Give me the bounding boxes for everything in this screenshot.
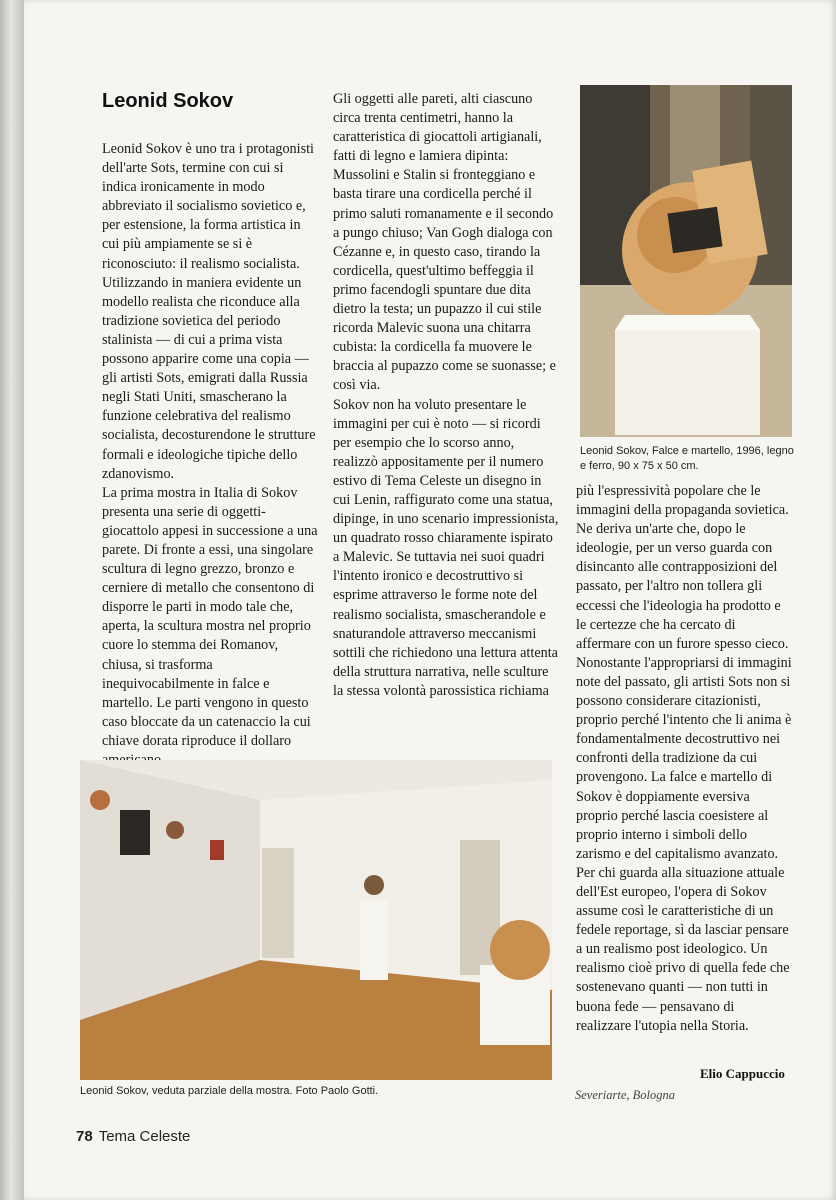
article-title: Leonid Sokov [102, 90, 234, 112]
page-number: 78 [76, 1128, 93, 1145]
gallery-credit: Severiarte, Bologna [575, 1088, 675, 1102]
page-footer [76, 1128, 190, 1145]
author-signature: Elio Cappuccio [700, 1066, 785, 1081]
sculpture-caption: Leonid Sokov, Falce e martello, 1996, legno e ferro, 90 x 75 x 50 cm. [580, 445, 794, 472]
sculpture-photo-drawing [580, 85, 792, 437]
binding-edge [0, 0, 24, 1200]
text-column-2 [333, 90, 561, 701]
text-column-3 [576, 482, 792, 1036]
paragraph: Gli oggetti alle pareti, alti ciascuno circa trenta centimetri, hanno la caratteristica di giocattoli artigianali, fatti di legno e lamiera dipinta: Mussolini e Stalin si fronteggiano e basta tirare una cordicella perché il primo saluti romanamente e il secondo a pungo chiuso; Van Gogh dialoga con Cézanne e, in questo caso, tirando la cordicella, quest'ultimo beffeggia il primo facendogli spuntare due dita dietro la testa; un pupazzo il cui stile ricorda Malevic suona una chitarra cubista: la cordicella fa muovere le braccia al pupazzo come se suonasse; e così via. [333, 91, 556, 394]
magazine-name: Tema Celeste [98, 1128, 191, 1145]
paragraph: Sokov non ha voluto presentare le immagini per cui è noto — si ricordi per esempio che lo scorso anno, realizzò appositamente per il numero estivo di Tema Celeste un disegno in cui Lenin, raffigurato come una statua, dipinge, in uno scenario impressionista, un quadrato rosso chiaramente ispirato a Malevic. Se tuttavia nei suoi quadri l'intento ironico e decostruttivo si esprime attraverso le forme note del realismo socialista, smascherandole e snaturandole attraverso meccanismi sottili che richiedono una lettura attenta della struttura narrativa, nelle sculture la stessa volontà parossistica richiama [333, 396, 559, 699]
exhibition-caption: Leonid Sokov, veduta parziale della mostra. Foto Paolo Gotti. [80, 1085, 379, 1097]
sculpture-photo [580, 85, 792, 437]
paragraph: più l'espressività popolare che le immagini della propaganda sovietica. Ne deriva un'arte che, dopo le ideologie, per un verso guarda con disincanto alle contrapposizioni del passato, per l'altro non tollera gli eccessi che l'ideologia ha prodotto e le certezze che ha cercato di affermare con un furore spesso cieco. [576, 483, 789, 652]
exhibition-photo-drawing [80, 760, 552, 1080]
paragraph: La prima mostra in Italia di Sokov presenta una serie di oggetti-giocattolo appesi in successione a una parete. Di fronte a essi, una singolare scultura di legno grezzo, bronzo e cerniere di metallo che consentono di disporre le parti in modo tale che, aperta, la scultura mostra nel proprio cuore lo stemma dei Romanov, chiusa, si trasforma inequivocabilmente in falce e martello. Le parti vengono in questo caso bloccate da un catenaccio la cui chiave dorata riproduce il dollaro [102, 484, 318, 749]
paragraph: Nonostante l'appropriarsi di immagini note del passato, gli artisti Sots non si possono considerare citazionisti, proprio perché l'intento che li anima è fondamentalmente decostruttivo nei confronti della tradizione da cui provengono. La falce e martello di Sokov è doppiamente eversiva proprio perché lascia coesistere al proprio interno i simboli dello zarismo e del capitalismo avanzato. Per chi guarda alla situazione attuale dell'Est europeo, l'opera di Sokov assume così le caratteristiche di un fedele reportage, sì da lasciar pensare a un realismo post ideologico. Un realismo cioè privo di quella fede che sostenevano quanti — non tutti in buona fede — pensavano di realizzare l'utopia nella Storia. [576, 654, 792, 1034]
paragraph: Leonid Sokov è uno tra i protagonisti dell'arte Sots, termine con cui si indica ironicamente in modo abbreviato il socialismo sovietico e, per estensione, la forma artistica in cui più ampiamente se si è riconosciuto: il realismo socialista. Utilizzando in maniera evidente un modello realista che riconduce alla tradizione sovietica del periodo stalinista — di cui a prima vista possono apparire come una copia — gli artisti Sots, emigrati dalla Russia negli Stati Uniti, smascherano la funzione celebrativa del realismo socialista, decosturendone le strutture formali e ideologiche tipiche dello zdanovismo. [102, 141, 316, 482]
text-column-1 [102, 140, 320, 770]
exhibition-photo [80, 760, 552, 1080]
